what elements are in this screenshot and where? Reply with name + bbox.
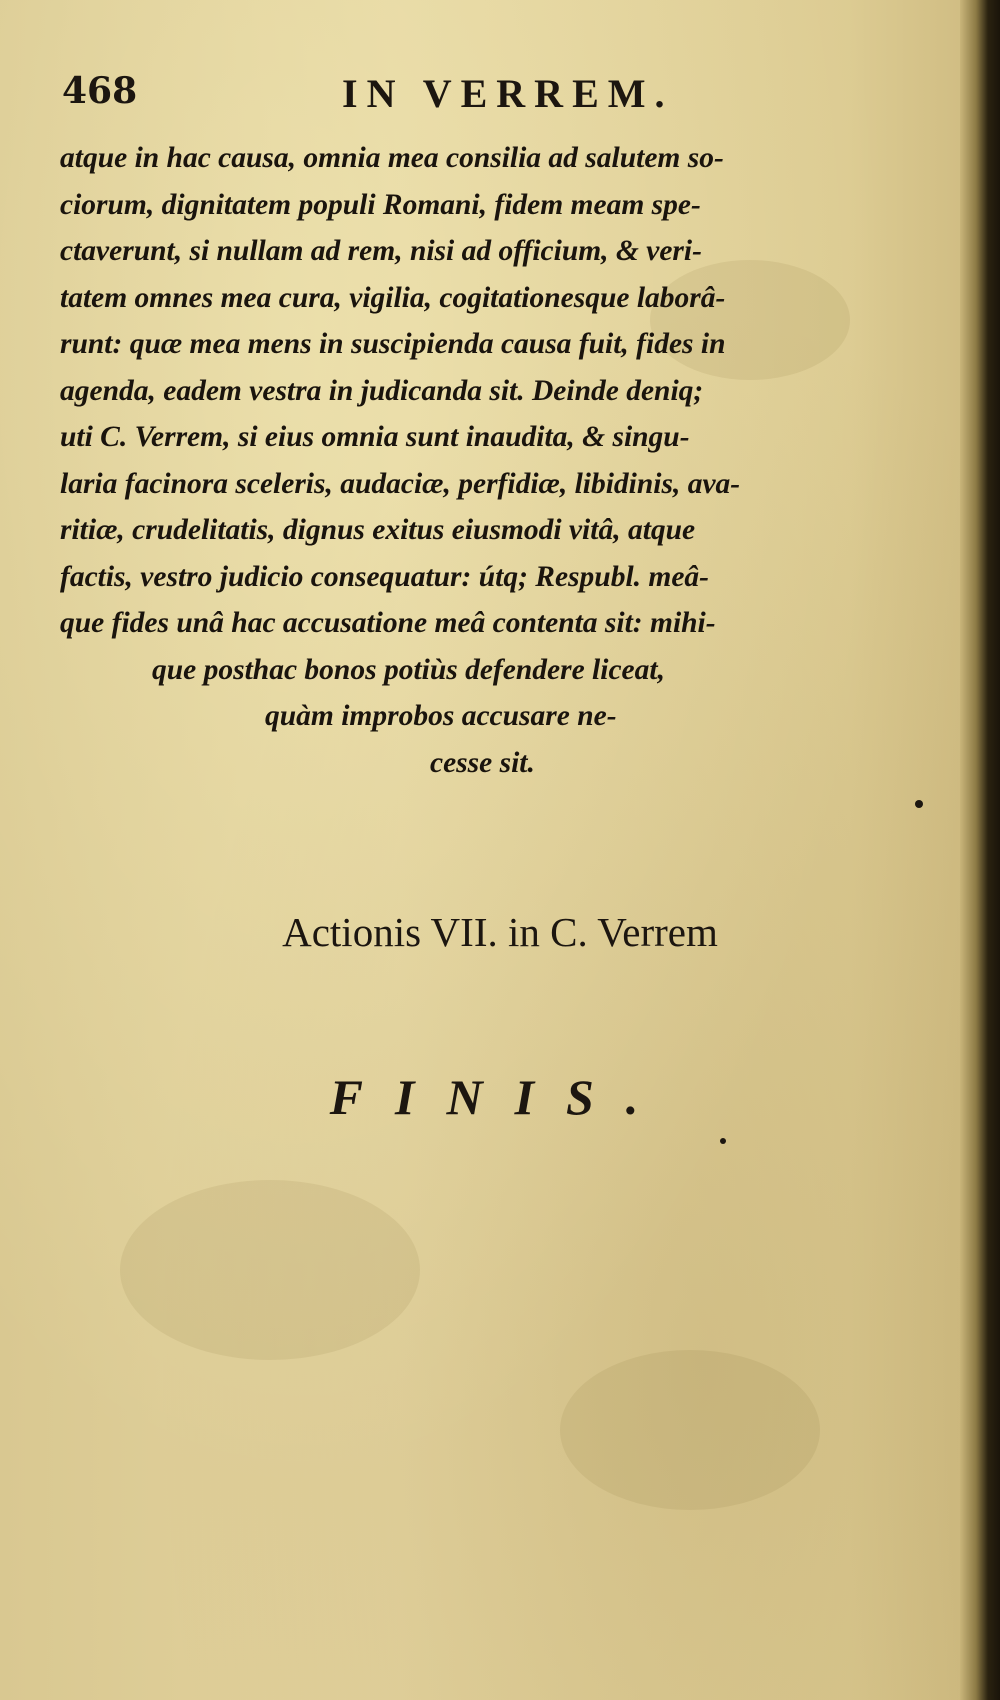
closing-title: Actionis VII. in C. Verrem bbox=[282, 909, 718, 955]
text-line: ciorum, dignitatem populi Romani, fidem meam spe- bbox=[60, 188, 701, 221]
page-number: 468 bbox=[62, 70, 138, 112]
text-line: ctaverunt, si nullam ad rem, nisi ad officium, & veri- bbox=[60, 235, 702, 267]
text-line: uti C. Verrem, si eius omnia sunt inaudita, & singu- bbox=[60, 421, 690, 453]
finis-mark: FINIS. bbox=[329, 1069, 671, 1125]
text-line: runt: quæ mea mens in suscipienda causa fuit, fides in bbox=[60, 328, 726, 360]
paper-stain bbox=[560, 1350, 820, 1510]
text-line-indented: que posthac bonos potiùs defendere liceat, bbox=[152, 653, 665, 686]
ink-dot bbox=[720, 1138, 726, 1144]
running-head: IN VERREM. bbox=[342, 71, 674, 116]
text-line-indented: cesse sit. bbox=[430, 746, 535, 779]
page-header bbox=[62, 70, 932, 130]
paper-stain bbox=[120, 1180, 420, 1360]
book-gutter bbox=[960, 0, 1000, 1700]
text-line: factis, vestro judicio consequatur: útq; Respubl. meâ- bbox=[60, 560, 709, 593]
text-line-indented: quàm improbos accusare ne- bbox=[265, 700, 617, 732]
text-line: atque in hac causa, omnia mea consilia ad salutem so- bbox=[60, 142, 724, 174]
text-line: que fides unâ hac accusatione meâ contenta sit: mihi- bbox=[60, 607, 716, 639]
ink-dot bbox=[915, 800, 923, 808]
text-line: tatem omnes mea cura, vigilia, cogitationesque laborâ- bbox=[60, 281, 726, 314]
body-text bbox=[60, 135, 930, 786]
text-line: ritiæ, crudelitatis, dignus exitus eiusmodi vitâ, atque bbox=[60, 514, 696, 546]
text-line: laria facinora sceleris, audaciæ, perfidiæ, libidinis, ava- bbox=[60, 467, 741, 500]
text-line: agenda, eadem vestra in judicanda sit. Deinde deniq; bbox=[60, 374, 704, 407]
